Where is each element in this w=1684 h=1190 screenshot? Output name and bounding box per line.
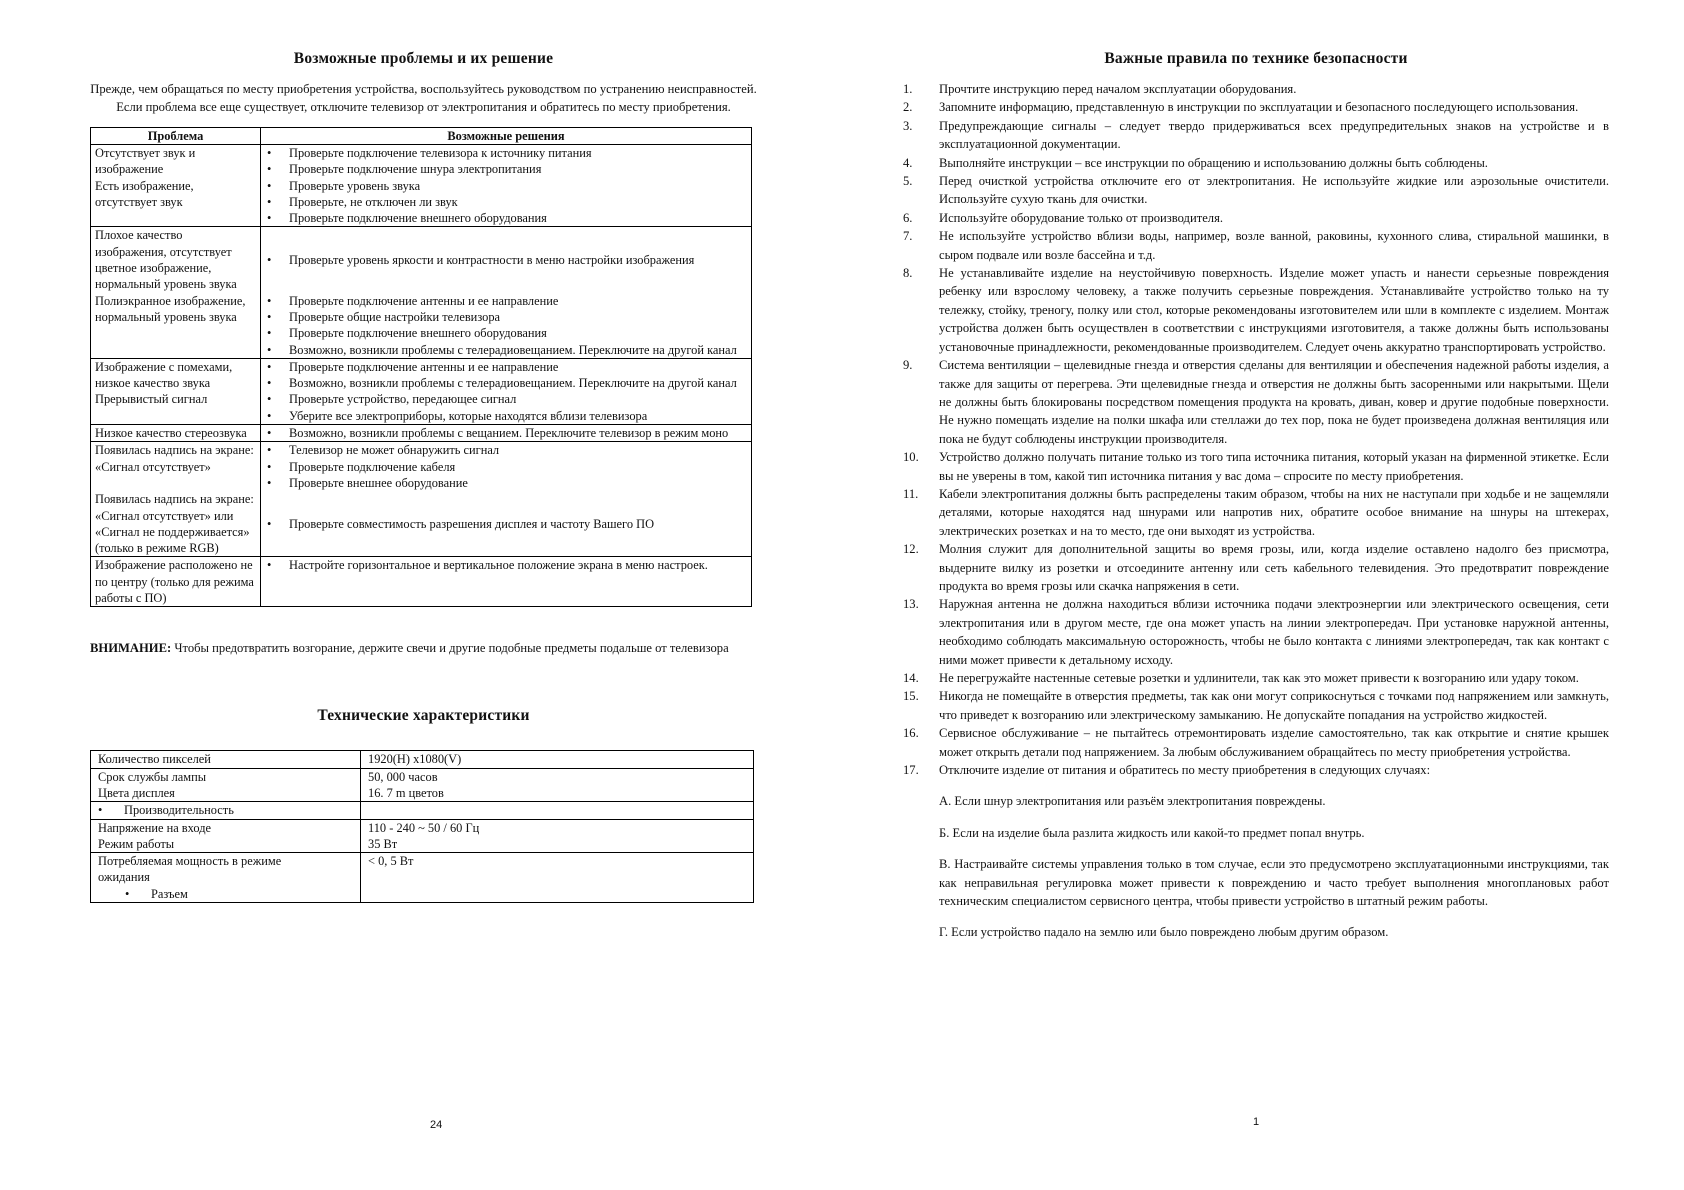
list-item bbox=[903, 669, 1609, 687]
list-item: • Возможно, возникли проблемы с вещанием. Переключите телевизор в режим моно bbox=[265, 425, 747, 441]
problem-text: Есть изображение, отсутствует звук bbox=[95, 178, 194, 209]
safety-title: Важные правила по технике безопасности bbox=[1104, 50, 1408, 67]
table-row bbox=[91, 557, 752, 607]
table-row bbox=[91, 358, 752, 424]
rule-text: Наружная антенна не должна находиться вблизи источника подачи электроэнергии или электрического освещения, сети электропитания или в другом месте, где она может упасть на линии электропередач. При установке наружной антенны, необходимо соблюдать максимальную осторожность, чтобы не было контакта с линиями электропередач, так как контакт с ними может привести к детальному исходу. bbox=[939, 597, 1609, 667]
rule-text: Перед очисткой устройства отключите его от электропитания. Не используйте жидкие или аэрозольные очистители. Используйте сухую ткань для очистки. bbox=[939, 174, 1609, 207]
table-row bbox=[91, 491, 752, 557]
list-item: • Проверьте совместимость разрешения дисплея и частоту Вашего ПО bbox=[265, 516, 747, 532]
rule-text: Предупреждающие сигналы – следует твердо придерживаться всех предупредительных знаков на устройстве и в эксплуатационной документации. bbox=[939, 118, 1609, 152]
list-item: • Проверьте, не отключен ли звук bbox=[265, 194, 747, 210]
list-item: • Проверьте устройство, передающее сигнал bbox=[265, 391, 747, 407]
rule-number: 5. bbox=[903, 174, 913, 189]
solutions-list bbox=[265, 145, 747, 226]
list-item bbox=[903, 80, 1609, 98]
spec-label: Потребляемая мощность в режиме bbox=[98, 854, 282, 869]
rule-number: 10. bbox=[903, 450, 919, 465]
problem-text: Появилась надпись на экране: «Сигнал отсутствует» или «Сигнал не поддерживается» (только в режиме RGB) bbox=[91, 491, 261, 557]
list-item: Г. Если устройство падало на землю или было повреждено любым другим образом. bbox=[939, 925, 1389, 940]
table-row bbox=[91, 442, 752, 491]
problem-header: Проблема bbox=[91, 128, 261, 145]
table-row: • Производительность bbox=[91, 802, 754, 819]
list-item bbox=[903, 172, 1609, 209]
rule-text: Отключите изделие от питания и обратитесь по месту приобретения в следующих случаях: bbox=[939, 763, 1431, 778]
rule-number: 8. bbox=[903, 266, 913, 281]
rule-number: 6. bbox=[903, 210, 913, 225]
rule-number: 9. bbox=[903, 358, 913, 373]
rule-text: Молния служит для дополнительной защиты во время грозы, или, когда изделие оставлено надолго без присмотра, выдерните вилку из розетки и отсоедините антенну или сеть кабельного телевидения. Это предотвратит повреждение продукта во время грозы или скачка напряжения в сети. bbox=[939, 542, 1609, 593]
safety-rules-list bbox=[903, 80, 1609, 779]
list-item: • Проверьте подключение внешнего оборудования bbox=[265, 210, 747, 226]
page-number-left: 24 bbox=[430, 1119, 443, 1131]
list-item bbox=[903, 227, 1609, 264]
solutions-list bbox=[265, 252, 747, 268]
table-row: Потребляемая мощность в режиме ожидания • Разъем < 0, 5 Вт bbox=[91, 853, 754, 903]
left-page bbox=[90, 50, 757, 903]
list-item: • Проверьте подключение кабеля bbox=[265, 459, 747, 475]
troubleshooting-intro: Прежде, чем обращаться по месту приобретения устройства, воспользуйтесь руководством по устранению неисправностей. Если проблема все еще существует, отключите телевизор от электропитания и обратитесь по месту приобретения. bbox=[90, 82, 757, 114]
list-item bbox=[903, 117, 1609, 154]
rule-number: 2. bbox=[903, 100, 913, 115]
list-item: • Проверьте уровень яркости и контрастности в меню настройки изображения bbox=[265, 252, 747, 268]
rule-text: Не устанавливайте изделие на неустойчивую поверхность. Изделие может упасть и нанести серьезные повреждения ребенку или взрослому человеку, а также получить серьезные повреждения. Устанавливайте устройство только на ту тележку, стойку, треногу, полку или стол, которые рекомендованы изготовителем или шли в комплекте с изделием. Монтаж устройства должен быть осуществлен в соответствии с инструкциями изготовителя, а также должны быть использованы установочные принадлежности, рекомендованные производителем. Следует очень аккуратно транспортировать устройство. bbox=[939, 266, 1609, 354]
list-item: • Проверьте уровень звука bbox=[265, 178, 747, 194]
spec-label: Цвета дисплея bbox=[98, 785, 175, 800]
list-item bbox=[903, 540, 1609, 595]
solutions-list bbox=[265, 516, 747, 532]
table-row bbox=[91, 425, 752, 442]
list-item: • Телевизор не может обнаружить сигнал bbox=[265, 442, 747, 458]
problem-text: Низкое качество стереозвука bbox=[91, 425, 261, 442]
spec-value: 110 - 240 ~ 50 / 60 Гц bbox=[368, 820, 480, 835]
solutions-list bbox=[265, 442, 747, 491]
spec-label: Разъем bbox=[151, 886, 188, 901]
solutions-header: Возможные решения bbox=[261, 128, 752, 145]
table-row bbox=[91, 293, 752, 359]
troubleshooting-title: Возможные проблемы и их решение bbox=[293, 50, 554, 67]
problem-text: Появилась надпись на экране: «Сигнал отсутствует» bbox=[91, 442, 261, 491]
rule-number: 4. bbox=[903, 155, 913, 170]
rule-number: 16. bbox=[903, 726, 919, 741]
list-item: • Проверьте подключение шнура электропитания bbox=[265, 161, 747, 177]
list-item: • Проверьте общие настройки телевизора bbox=[265, 309, 747, 325]
list-item: • Проверьте внешнее оборудование bbox=[265, 475, 747, 491]
spec-label: Производительность bbox=[124, 803, 234, 818]
page-number-right: 1 bbox=[1253, 1116, 1260, 1128]
rule-number: 17. bbox=[903, 763, 919, 778]
spec-value: < 0, 5 Вт bbox=[361, 853, 754, 903]
spec-value: 1920(H) x1080(V) bbox=[361, 751, 754, 768]
rule-text: Выполняйте инструкции – все инструкции по обращению и использованию должны быть соблюдены. bbox=[939, 155, 1488, 170]
rule-text: Никогда не помещайте в отверстия предметы, так как они могут соприкоснуться с точками под напряжением или замкнуть, что приведет к возгоранию или электрическому замыканию. Не допускайте попадания на устройство жидкостей. bbox=[939, 689, 1609, 722]
list-item: • Проверьте подключение антенны и ее направление bbox=[265, 359, 747, 375]
spec-label: Срок службы лампы bbox=[98, 769, 207, 784]
table-row bbox=[91, 227, 752, 293]
spec-label: Режим работы bbox=[98, 836, 175, 851]
rule-number: 15. bbox=[903, 689, 919, 704]
rule-text: Используйте оборудование только от производителя. bbox=[939, 210, 1224, 225]
list-item: • Проверьте подключение телевизора к источнику питания bbox=[265, 145, 747, 161]
table-row bbox=[91, 145, 752, 227]
specs-table bbox=[90, 750, 754, 903]
rule-number: 1. bbox=[903, 82, 913, 96]
service-cases bbox=[903, 792, 1609, 941]
fire-warning bbox=[90, 639, 757, 657]
rule-text: Не используйте устройство вблизи воды, например, возле ванной, раковины, кухонного слива, стиральной машинки, в сыром подвале или возле бассейна и т.д. bbox=[939, 229, 1609, 262]
rule-number: 11. bbox=[903, 486, 919, 501]
rule-text: Устройство должно получать питание только из того типа источника питания, который указан на фирменной этикетке. Если вы не уверены в том, какой тип источника питания у вас дома – спросите по месту приобретения. bbox=[939, 450, 1609, 483]
table-row bbox=[91, 751, 754, 768]
list-item bbox=[903, 264, 1609, 356]
list-item: В. Настраивайте системы управления только в том случае, если это предусмотрено эксплуатационными инструкциями, так как неправильная регулировка может привести к повреждению и часто требует выполнения многоплановых работ техническим специалистом сервисного центра, чтобы привести устройство в штатный режим работы. bbox=[939, 857, 1609, 909]
rule-text: Кабели электропитания должны быть распределены таким образом, чтобы на них не наступали при ходьбе и не защемляли деталями, которые находятся над шнурами или напротив них, обратите особое внимание на шнуры на штекерах, электрических розетках и на то место, где они выходят из устройства. bbox=[939, 486, 1609, 538]
list-item: • Возможно, возникли проблемы с телерадиовещанием. Переключите на другой канал bbox=[265, 342, 747, 358]
rule-text: Система вентиляции – щелевидные гнезда и отверстия сделаны для вентиляции и обеспечения надежной работы изделия, а также для защиты от перегрева. Эти щелевидные гнезда и отверстия не должны быть засоренными или накрытыми. Щели не должны быть блокированы посредством помещения продукта на кровать, диван, ковер и другие подобные поверхности. Не нужно помещать изделие на полки шкафа или стеллажи до тех пор, пока не будет произведена должная вентиляция или пока не будут соблюдены инструкции производителя. bbox=[939, 358, 1609, 446]
list-item: • Проверьте подключение внешнего оборудования bbox=[265, 325, 747, 341]
list-item bbox=[903, 724, 1609, 761]
table-row bbox=[91, 768, 754, 802]
list-item: • Возможно, возникли проблемы с телерадиовещанием. Переключите на другой канал bbox=[265, 375, 747, 391]
list-item bbox=[903, 209, 1609, 227]
problem-text: Изображение расположено не по центру (только для режима работы с ПО) bbox=[91, 557, 261, 607]
spec-label: Напряжение на входе bbox=[98, 820, 212, 835]
warning-text: Чтобы предотвратить возгорание, держите свечи и другие подобные предметы подальше от телевизора bbox=[171, 641, 729, 656]
list-item: • Настройте горизонтальное и вертикальное положение экрана в меню настроек. bbox=[265, 557, 747, 573]
problem-text: Отсутствует звук и изображение bbox=[95, 146, 196, 177]
problem-text: Прерывистый сигнал bbox=[95, 392, 208, 407]
rule-text: Сервисное обслуживание – не пытайтесь отремонтировать изделие самостоятельно, так как открытие и снятие крышек может открыть детали под напряжением. За любым обслуживанием обращайтесь по месту приобретения устройства. bbox=[939, 726, 1609, 759]
spec-value: 16. 7 m цветов bbox=[368, 785, 444, 800]
solutions-list bbox=[265, 359, 747, 424]
list-item bbox=[903, 154, 1609, 172]
rule-number: 14. bbox=[903, 671, 919, 685]
rule-text: Прочтите инструкцию перед началом эксплуатации оборудования. bbox=[939, 82, 1297, 96]
rule-text: Не перегружайте настенные сетевые розетки и удлинители, так как это может привести к возгоранию или удару током. bbox=[939, 671, 1579, 685]
specs-title: Технические характеристики bbox=[317, 707, 530, 725]
list-item: Б. Если на изделие была разлита жидкость или какой-то предмет попал внутрь. bbox=[939, 825, 1365, 840]
rule-text: Запомните информацию, представленную в инструкции по эксплуатации и безопасного последующего использования. bbox=[939, 100, 1579, 115]
list-item bbox=[903, 687, 1609, 724]
list-item bbox=[903, 448, 1609, 485]
spec-label: Количество пикселей bbox=[91, 751, 361, 768]
list-item: • Проверьте подключение антенны и ее направление bbox=[265, 293, 747, 309]
list-item: А. Если шнур электропитания или разъём электропитания повреждены. bbox=[939, 794, 1326, 809]
list-item bbox=[903, 356, 1609, 448]
list-item bbox=[903, 98, 1609, 116]
troubleshooting-table bbox=[90, 127, 752, 607]
list-item bbox=[903, 761, 1609, 779]
list-item: • Уберите все электроприборы, которые находятся вблизи телевизора bbox=[265, 408, 747, 424]
problem-text: Изображение с помехами, низкое качество звука bbox=[95, 359, 233, 391]
spec-value: 35 Вт bbox=[368, 836, 398, 851]
spec-value: 50, 000 часов bbox=[368, 769, 438, 784]
right-page bbox=[903, 50, 1609, 942]
solutions-list bbox=[265, 293, 747, 358]
rule-number: 3. bbox=[903, 118, 913, 133]
solutions-list bbox=[265, 425, 747, 441]
problem-text: Плохое качество изображения, отсутствует цветное изображение, нормальный уровень звука bbox=[91, 227, 261, 293]
rule-number: 13. bbox=[903, 597, 919, 612]
problem-text: Полиэкранное изображение, нормальный уровень звука bbox=[91, 293, 261, 359]
rule-number: 12. bbox=[903, 542, 919, 557]
list-item bbox=[903, 485, 1609, 540]
list-item bbox=[903, 595, 1609, 669]
spec-label: ожидания bbox=[98, 870, 150, 885]
table-row bbox=[91, 819, 754, 853]
solutions-list bbox=[265, 557, 747, 573]
warning-label: ВНИМАНИЕ: bbox=[90, 641, 172, 656]
rule-number: 7. bbox=[903, 229, 913, 244]
